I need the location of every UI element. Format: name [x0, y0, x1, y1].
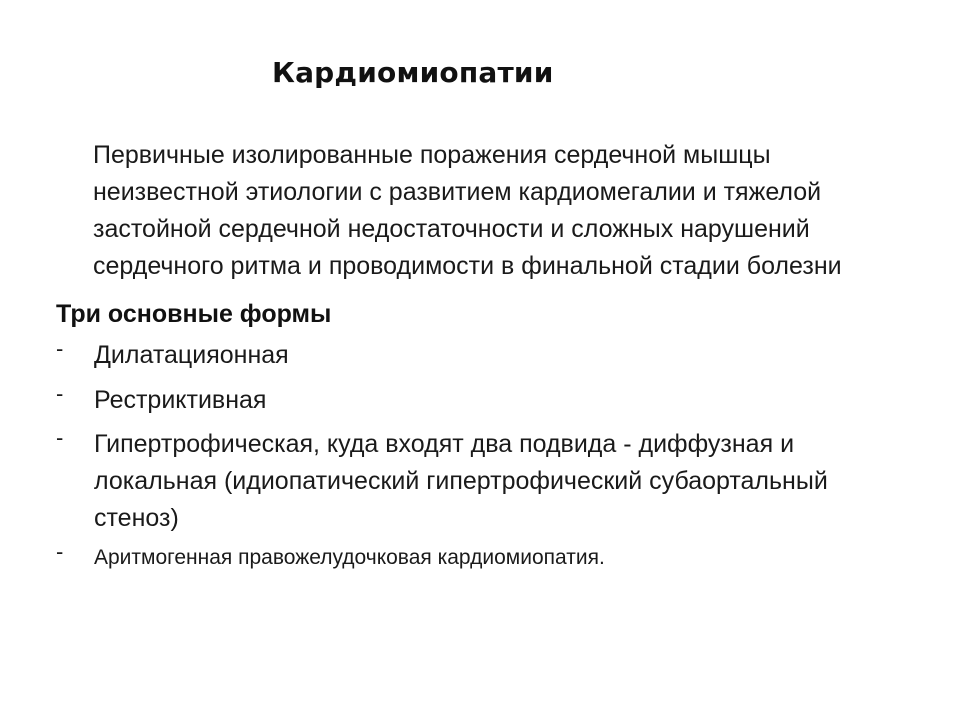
form-item-text: Аритмогенная правожелудочковая кардиомиопатия. [94, 546, 605, 569]
form-item-dilated [56, 337, 916, 374]
form-item-text: Рестриктивная [94, 386, 267, 414]
bullet-dash: - [56, 336, 64, 361]
definition-line: сердечного ритма и проводимости в финальной стадии болезни [93, 252, 842, 280]
definition-paragraph [93, 137, 913, 285]
form-item-text: стеноз) [94, 504, 179, 532]
form-item-restrictive [56, 382, 916, 419]
form-item-text: локальная (идиопатический гипертрофический субаортальный [94, 467, 828, 495]
slide-title: Кардиомиопатии [272, 56, 554, 89]
forms-heading: Три основные формы [56, 300, 332, 328]
form-item-text: Гипертрофическая, куда входят два подвида - диффузная и [94, 430, 795, 458]
definition-line: неизвестной этиологии с развитием кардиомегалии и тяжелой [93, 178, 822, 206]
bullet-dash: - [56, 539, 64, 564]
form-item-hypertrophic [56, 426, 916, 537]
form-item-text: Дилатацияонная [94, 341, 289, 369]
form-item-arrhythmogenic [56, 539, 916, 573]
bullet-dash: - [56, 381, 64, 406]
forms-list [56, 337, 916, 573]
definition-line: Первичные изолированные поражения сердечной мышцы [93, 141, 771, 169]
definition-line: застойной сердечной недостаточности и сложных нарушений [93, 215, 810, 243]
bullet-dash: - [56, 425, 64, 450]
